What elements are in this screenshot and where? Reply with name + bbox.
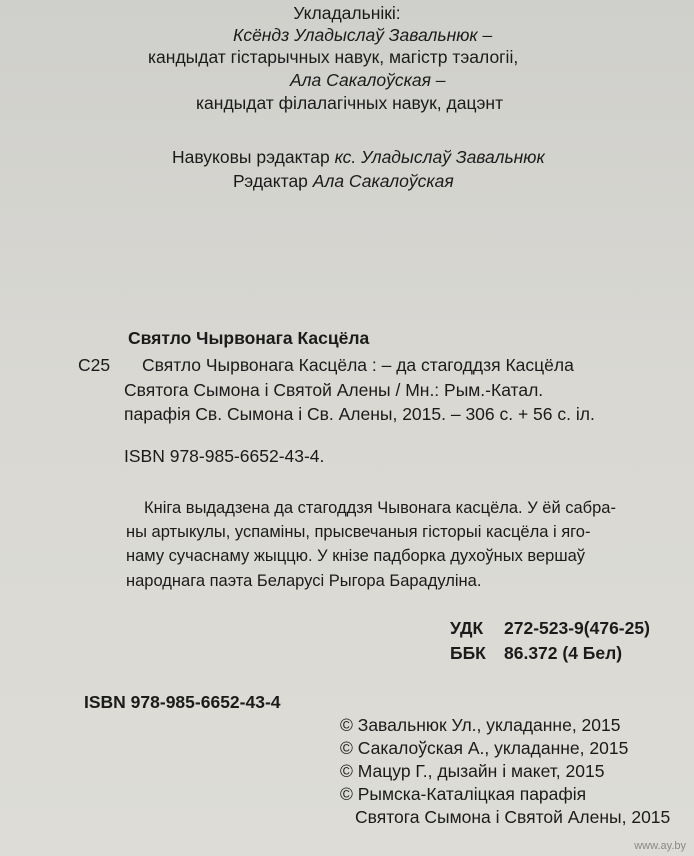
annotation-line: ны артыкулы, успаміны, прысвечаныя гісторыі касцёла і яго- — [126, 523, 591, 541]
scientific-editor — [172, 146, 545, 168]
catalog-isbn: ISBN 978-985-6652-43-4. — [124, 446, 325, 466]
catalog-line-2: Святога Сымона і Святой Алены / Мн.: Рым.-Катал. — [124, 380, 544, 400]
compiler-1-name: Ксёндз Уладыслаў Завальнюк – — [233, 25, 493, 45]
catalog-line-1: Святло Чырвонага Касцёла : – да стагоддзя Касцёла — [142, 355, 574, 375]
editor — [233, 170, 454, 192]
editor-name: Ала Сакалоўская — [312, 171, 454, 191]
annotation-line: народнага паэта Беларусі Рыгора Барадуліна. — [126, 572, 482, 590]
bottom-isbn: ISBN 978-985-6652-43-4 — [84, 692, 281, 712]
copyright-line: © Завальнюк Ул., укладанне, 2015 — [340, 715, 621, 735]
watermark: www.ay.by — [634, 840, 686, 852]
annotation-line: наму сучаснаму жыццю. У кнізе падборка духоўных вершаў — [126, 547, 586, 565]
copyright-line: Святога Сымона і Святой Алены, 2015 — [355, 807, 671, 827]
compiler-1-title: кандыдат гістарычных навук, магістр тэалогіі, — [148, 47, 519, 67]
copyright-line: © Рымска-Каталіцкая парафія — [340, 784, 587, 804]
annotation-line: Кніга выдадзена да стагоддзя Чывонага касцёла. У ёй сабра- — [144, 499, 616, 517]
copyright-line: © Сакалоўская А., укладанне, 2015 — [340, 738, 629, 758]
bbk-label: ББК — [450, 643, 486, 663]
scientific-editor-prefix: Навуковы рэдактар — [172, 147, 335, 167]
editor-prefix: Рэдактар — [233, 171, 313, 191]
udk-label: УДК — [450, 618, 484, 638]
catalog-line-3: парафія Св. Сымона і Св. Алены, 2015. – 306 с. + 56 с. іл. — [124, 404, 595, 424]
compiler-2-name: Ала Сакалоўская – — [290, 70, 446, 90]
udk-value: 272-523-9(476-25) — [504, 618, 650, 638]
catalog-code: С25 — [78, 355, 111, 375]
compiler-2-title: кандыдат філалагічных навук, дацэнт — [196, 93, 504, 113]
copyright-line: © Мацур Г., дызайн і макет, 2015 — [340, 761, 605, 781]
scientific-editor-name: кс. Уладыслаў Завальнюк — [334, 147, 545, 167]
bbk-value: 86.372 (4 Бел) — [504, 643, 623, 663]
catalog-title: Святло Чырвонага Касцёла — [128, 328, 370, 348]
compilers-heading: Укладальнікі: — [293, 3, 401, 23]
